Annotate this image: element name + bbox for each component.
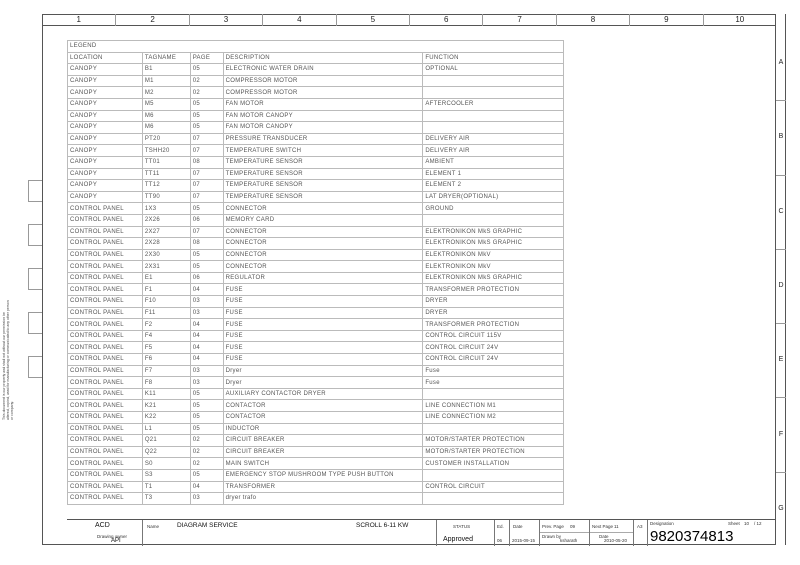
row-letter: A <box>778 59 784 67</box>
row-divider <box>776 175 786 176</box>
status-label: STATUS <box>453 524 471 529</box>
tagname-cell: F5 <box>142 342 190 354</box>
description-cell: FUSE <box>223 342 423 354</box>
page-cell: 03 <box>190 296 223 308</box>
copyright-note: This document is our property and shall not without our permission be altered, copied, used for manufacturing or communicated to any other person or company. <box>2 300 14 420</box>
table-row <box>68 307 564 319</box>
description-cell: CONNECTOR <box>223 226 423 238</box>
name-value: DIAGRAM SERVICE <box>177 522 238 529</box>
function-cell <box>423 110 564 122</box>
company-name: ACD <box>95 522 110 529</box>
location-cell: CONTROL PANEL <box>68 238 143 250</box>
description-cell: FUSE <box>223 284 423 296</box>
function-cell <box>423 122 564 134</box>
company-cell <box>67 520 142 546</box>
page-cell: 05 <box>190 412 223 424</box>
location-cell: CONTROL PANEL <box>68 435 143 447</box>
page-cell: 02 <box>190 458 223 470</box>
page-cell: 05 <box>190 64 223 76</box>
tagname-cell: 2X27 <box>142 226 190 238</box>
table-row <box>68 493 564 505</box>
row-divider <box>776 472 786 473</box>
page-cell: 07 <box>190 180 223 192</box>
page-cell: 06 <box>190 214 223 226</box>
page-cell: 06 <box>190 272 223 284</box>
page-cell: 05 <box>190 400 223 412</box>
row-letter: C <box>778 207 784 215</box>
location-cell: CANOPY <box>68 110 143 122</box>
tagname-cell: F11 <box>142 307 190 319</box>
description-cell: PRESSURE TRANSDUCER <box>223 133 423 145</box>
table-row <box>68 388 564 400</box>
description-cell: CIRCUIT BREAKER <box>223 446 423 458</box>
function-cell: ELEKTRONIKON MkV <box>423 249 564 261</box>
tagname-cell: F10 <box>142 296 190 308</box>
location-cell: CONTROL PANEL <box>68 377 143 389</box>
description-cell: Dryer <box>223 377 423 389</box>
table-row <box>68 458 564 470</box>
tagname-cell: F2 <box>142 319 190 331</box>
description-cell: REGULATOR <box>223 272 423 284</box>
function-cell <box>423 469 564 481</box>
column-number: 9 <box>629 14 702 26</box>
function-cell <box>423 87 564 99</box>
function-cell: CUSTOMER INSTALLATION <box>423 458 564 470</box>
tagname-cell: K11 <box>142 388 190 400</box>
table-row <box>68 400 564 412</box>
location-cell: CANOPY <box>68 191 143 203</box>
row-divider <box>776 323 786 324</box>
column-number: 6 <box>409 14 482 26</box>
location-cell: CONTROL PANEL <box>68 296 143 308</box>
function-cell: DELIVERY AIR <box>423 145 564 157</box>
model-value: SCROLL 6-11 KW <box>356 522 409 529</box>
table-row <box>68 238 564 250</box>
tagname-cell: K21 <box>142 400 190 412</box>
page-cell: 03 <box>190 377 223 389</box>
legend-table <box>67 40 564 505</box>
tagname-cell: TT11 <box>142 168 190 180</box>
location-cell: CANOPY <box>68 156 143 168</box>
owner-label: Drawing owner <box>97 534 128 539</box>
page-cell: 04 <box>190 284 223 296</box>
table-row <box>68 330 564 342</box>
edition-value: 06 <box>497 538 503 543</box>
page-cell: 05 <box>190 261 223 273</box>
page-cell: 02 <box>190 87 223 99</box>
description-cell: MEMORY CARD <box>223 214 423 226</box>
description-cell: Dryer <box>223 365 423 377</box>
table-row <box>68 342 564 354</box>
column-number: 4 <box>262 14 335 26</box>
legend-header-row <box>68 52 564 64</box>
date-label: Date <box>513 524 523 529</box>
table-row <box>68 261 564 273</box>
page-cell: 04 <box>190 342 223 354</box>
legend-title: LEGEND <box>68 41 564 53</box>
column-number: 3 <box>189 14 262 26</box>
function-cell: DRYER <box>423 307 564 319</box>
location-cell: CONTROL PANEL <box>68 214 143 226</box>
page-cell: 05 <box>190 388 223 400</box>
row-letter: G <box>778 504 784 512</box>
description-cell: INDUCTOR <box>223 423 423 435</box>
tagname-cell: TT90 <box>142 191 190 203</box>
function-cell: CONTROL CIRCUIT <box>423 481 564 493</box>
owner-value: API <box>111 538 121 544</box>
table-row <box>68 64 564 76</box>
function-cell: TRANSFORMER PROTECTION <box>423 319 564 331</box>
function-cell: LINE CONNECTION M2 <box>423 412 564 424</box>
location-cell: CANOPY <box>68 122 143 134</box>
description-cell: AUXILIARY CONTACTOR DRYER <box>223 388 423 400</box>
description-cell: TRANSFORMER <box>223 481 423 493</box>
column-number: 10 <box>703 14 776 26</box>
location-cell: CANOPY <box>68 87 143 99</box>
tagname-cell: M1 <box>142 75 190 87</box>
designation-cell <box>647 520 776 546</box>
tagname-cell: Q22 <box>142 446 190 458</box>
sheet-label: Sheet <box>728 521 740 526</box>
edition-label: Ed. <box>497 524 504 529</box>
tagname-cell: TSHH20 <box>142 145 190 157</box>
table-row <box>68 156 564 168</box>
table-row <box>68 122 564 134</box>
table-row <box>68 319 564 331</box>
function-cell: GROUND <box>423 203 564 215</box>
row-letter: E <box>778 356 784 364</box>
drawn-by-value: ksharath <box>560 538 578 543</box>
date2-label: Date <box>599 534 609 539</box>
table-row <box>68 435 564 447</box>
function-cell: OPTIONAL <box>423 64 564 76</box>
page-cell: 07 <box>190 226 223 238</box>
description-cell: CONNECTOR <box>223 249 423 261</box>
location-cell: CONTROL PANEL <box>68 249 143 261</box>
location-cell: CONTROL PANEL <box>68 261 143 273</box>
description-cell: ELECTRONIC WATER DRAIN <box>223 64 423 76</box>
page-cell: 05 <box>190 423 223 435</box>
location-cell: CONTROL PANEL <box>68 493 143 505</box>
tagname-cell: F6 <box>142 354 190 366</box>
table-row <box>68 191 564 203</box>
page-cell: 07 <box>190 168 223 180</box>
description-cell: dryer trafo <box>223 493 423 505</box>
tagname-cell: B1 <box>142 64 190 76</box>
page-cell: 08 <box>190 238 223 250</box>
page-cell: 05 <box>190 122 223 134</box>
table-row <box>68 133 564 145</box>
prev-page-label: Prev. Page <box>542 524 564 529</box>
size-value: A3 <box>637 524 643 529</box>
legend-title-row <box>68 41 564 53</box>
header-location: LOCATION <box>68 52 143 64</box>
location-cell: CONTROL PANEL <box>68 330 143 342</box>
description-cell: FAN MOTOR CANOPY <box>223 110 423 122</box>
location-cell: CONTROL PANEL <box>68 272 143 284</box>
page-cell: 03 <box>190 365 223 377</box>
function-cell: LINE CONNECTION M1 <box>423 400 564 412</box>
column-number: 8 <box>556 14 629 26</box>
table-row <box>68 203 564 215</box>
location-cell: CANOPY <box>68 98 143 110</box>
row-letter: B <box>778 133 784 141</box>
function-cell: LAT DRYER(OPTIONAL) <box>423 191 564 203</box>
row-letter: F <box>778 430 784 438</box>
page-cell: 04 <box>190 354 223 366</box>
function-cell: TRANSFORMER PROTECTION <box>423 284 564 296</box>
description-cell: EMERGENCY STOP MUSHROOM TYPE PUSH BUTTON <box>223 469 423 481</box>
location-cell: CANOPY <box>68 75 143 87</box>
tagname-cell: F8 <box>142 377 190 389</box>
tagname-cell: M6 <box>142 110 190 122</box>
header-description: DESCRIPTION <box>223 52 423 64</box>
table-row <box>68 98 564 110</box>
location-cell: CANOPY <box>68 180 143 192</box>
location-cell: CONTROL PANEL <box>68 284 143 296</box>
description-cell: CONNECTOR <box>223 238 423 250</box>
function-cell <box>423 75 564 87</box>
page-cell: 07 <box>190 191 223 203</box>
designation-value: 9820374813 <box>650 528 734 545</box>
date2-value: 2010-05-20 <box>604 538 628 543</box>
function-cell: Fuse <box>423 365 564 377</box>
table-row <box>68 214 564 226</box>
function-cell: ELEMENT 2 <box>423 180 564 192</box>
table-row <box>68 145 564 157</box>
description-cell: FUSE <box>223 354 423 366</box>
table-row <box>68 249 564 261</box>
drawn-by-label: Drawn by <box>542 534 562 539</box>
tagname-cell: 1X3 <box>142 203 190 215</box>
tagname-cell: Q21 <box>142 435 190 447</box>
table-row <box>68 180 564 192</box>
function-cell: CONTROL CIRCUIT 24V <box>423 354 564 366</box>
description-cell: COMPRESSOR MOTOR <box>223 75 423 87</box>
table-row <box>68 87 564 99</box>
tagname-cell: M5 <box>142 98 190 110</box>
location-cell: CONTROL PANEL <box>68 342 143 354</box>
page-cell: 04 <box>190 481 223 493</box>
row-divider <box>776 100 786 101</box>
description-cell: CONNECTOR <box>223 261 423 273</box>
function-cell: CONTROL CIRCUIT 24V <box>423 342 564 354</box>
location-cell: CONTROL PANEL <box>68 400 143 412</box>
page-cell: 05 <box>190 203 223 215</box>
description-cell: FUSE <box>223 330 423 342</box>
column-number: 1 <box>76 15 81 24</box>
table-row <box>68 446 564 458</box>
sheet-total: / 12 <box>754 521 762 526</box>
description-cell: FUSE <box>223 296 423 308</box>
page-cell: 02 <box>190 446 223 458</box>
page-cell: 05 <box>190 469 223 481</box>
function-cell: DRYER <box>423 296 564 308</box>
status-cell <box>436 520 494 546</box>
function-cell: Fuse <box>423 377 564 389</box>
description-cell: FUSE <box>223 319 423 331</box>
description-cell: TEMPERATURE SENSOR <box>223 191 423 203</box>
page-cell: 03 <box>190 493 223 505</box>
tagname-cell: F7 <box>142 365 190 377</box>
header-page: PAGE <box>190 52 223 64</box>
header-tagname: TAGNAME <box>142 52 190 64</box>
table-row <box>68 365 564 377</box>
function-cell: MOTOR/STARTER PROTECTION <box>423 446 564 458</box>
location-cell: CONTROL PANEL <box>68 469 143 481</box>
location-cell: CONTROL PANEL <box>68 412 143 424</box>
description-cell: TEMPERATURE SENSOR <box>223 156 423 168</box>
function-cell: ELEKTRONIKON MkS GRAPHIC <box>423 238 564 250</box>
page-cell: 05 <box>190 110 223 122</box>
size-cell <box>633 520 647 546</box>
tagname-cell: TT01 <box>142 156 190 168</box>
next-page-label: Next Page <box>592 524 614 529</box>
tagname-cell: TT12 <box>142 180 190 192</box>
tagname-cell: T3 <box>142 493 190 505</box>
function-cell: DELIVERY AIR <box>423 133 564 145</box>
table-row <box>68 412 564 424</box>
page-cell: 04 <box>190 330 223 342</box>
page-cell: 07 <box>190 145 223 157</box>
location-cell: CANOPY <box>68 145 143 157</box>
column-numbers <box>42 14 776 26</box>
location-cell: CONTROL PANEL <box>68 354 143 366</box>
location-cell: CONTROL PANEL <box>68 446 143 458</box>
location-cell: CONTROL PANEL <box>68 319 143 331</box>
location-cell: CONTROL PANEL <box>68 365 143 377</box>
tagname-cell: E1 <box>142 272 190 284</box>
edition-cell <box>494 520 509 546</box>
page-cell: 02 <box>190 75 223 87</box>
date-cell <box>509 520 539 546</box>
page-cell: 08 <box>190 156 223 168</box>
tagname-cell: S0 <box>142 458 190 470</box>
table-row <box>68 284 564 296</box>
status-value: Approved <box>443 536 473 543</box>
table-row <box>68 110 564 122</box>
function-cell: ELEKTRONIKON MkV <box>423 261 564 273</box>
location-cell: CONTROL PANEL <box>68 481 143 493</box>
table-row <box>68 481 564 493</box>
location-cell: CONTROL PANEL <box>68 203 143 215</box>
location-cell: CONTROL PANEL <box>68 458 143 470</box>
description-cell: TEMPERATURE SENSOR <box>223 180 423 192</box>
function-cell: CONTROL CIRCUIT 115V <box>423 330 564 342</box>
location-cell: CONTROL PANEL <box>68 423 143 435</box>
function-cell: ELEKTRONIKON MkS GRAPHIC <box>423 226 564 238</box>
function-cell: ELEMENT 1 <box>423 168 564 180</box>
location-cell: CONTROL PANEL <box>68 307 143 319</box>
page-cell: 03 <box>190 307 223 319</box>
row-divider <box>776 249 786 250</box>
page-cell: 07 <box>190 133 223 145</box>
table-row <box>68 354 564 366</box>
tagname-cell: 2X31 <box>142 261 190 273</box>
page-cell: 04 <box>190 319 223 331</box>
description-cell: CIRCUIT BREAKER <box>223 435 423 447</box>
function-cell: ELEKTRONIKON MkS GRAPHIC <box>423 272 564 284</box>
function-cell <box>423 388 564 400</box>
tagname-cell: M2 <box>142 87 190 99</box>
location-cell: CANOPY <box>68 168 143 180</box>
row-divider <box>776 397 786 398</box>
table-row <box>68 377 564 389</box>
page-cell: 02 <box>190 435 223 447</box>
tagname-cell: M6 <box>142 122 190 134</box>
location-cell: CONTROL PANEL <box>68 226 143 238</box>
function-cell <box>423 214 564 226</box>
description-cell: FUSE <box>223 307 423 319</box>
page-cell: 05 <box>190 98 223 110</box>
next-page-value: 11 <box>614 524 619 529</box>
column-number: 2 <box>115 14 188 26</box>
date-value: 2015-09-15 <box>512 538 536 543</box>
designation-label: Designation <box>650 521 674 526</box>
function-cell: AMBIENT <box>423 156 564 168</box>
table-row <box>68 423 564 435</box>
row-letter: D <box>778 282 784 289</box>
tagname-cell: 2X26 <box>142 214 190 226</box>
description-cell: FAN MOTOR <box>223 98 423 110</box>
title-block <box>67 519 776 545</box>
prev-page-value: 09 <box>570 524 576 529</box>
header-function: FUNCTION <box>423 52 564 64</box>
function-cell <box>423 423 564 435</box>
next-date-cell <box>589 520 633 546</box>
table-row <box>68 469 564 481</box>
table-row <box>68 272 564 284</box>
prev-drawn-cell <box>539 520 589 546</box>
table-row <box>68 296 564 308</box>
column-number: 7 <box>482 14 555 26</box>
tagname-cell: L1 <box>142 423 190 435</box>
description-cell: MAIN SWITCH <box>223 458 423 470</box>
tagname-cell: K22 <box>142 412 190 424</box>
tagname-cell: F4 <box>142 330 190 342</box>
page-cell: 05 <box>190 249 223 261</box>
table-row <box>68 75 564 87</box>
row-letters <box>776 26 786 546</box>
tagname-cell: 2X28 <box>142 238 190 250</box>
tagname-cell: S3 <box>142 469 190 481</box>
location-cell: CANOPY <box>68 133 143 145</box>
description-cell: CONTACTOR <box>223 400 423 412</box>
description-cell: COMPRESSOR MOTOR <box>223 87 423 99</box>
function-cell: MOTOR/STARTER PROTECTION <box>423 435 564 447</box>
function-cell <box>423 493 564 505</box>
description-cell: CONTACTOR <box>223 412 423 424</box>
name-label: Name <box>147 524 160 529</box>
table-row <box>68 226 564 238</box>
description-cell: FAN MOTOR CANOPY <box>223 122 423 134</box>
location-cell: CONTROL PANEL <box>68 388 143 400</box>
sheet-value: 10 <box>744 521 750 526</box>
description-cell: CONNECTOR <box>223 203 423 215</box>
description-cell: TEMPERATURE SENSOR <box>223 168 423 180</box>
tagname-cell: PT20 <box>142 133 190 145</box>
tagname-cell: T1 <box>142 481 190 493</box>
location-cell: CANOPY <box>68 64 143 76</box>
function-cell: AFTERCOOLER <box>423 98 564 110</box>
tagname-cell: F1 <box>142 284 190 296</box>
tagname-cell: 2X30 <box>142 249 190 261</box>
table-row <box>68 168 564 180</box>
description-cell: TEMPERATURE SWITCH <box>223 145 423 157</box>
column-number: 5 <box>336 14 409 26</box>
